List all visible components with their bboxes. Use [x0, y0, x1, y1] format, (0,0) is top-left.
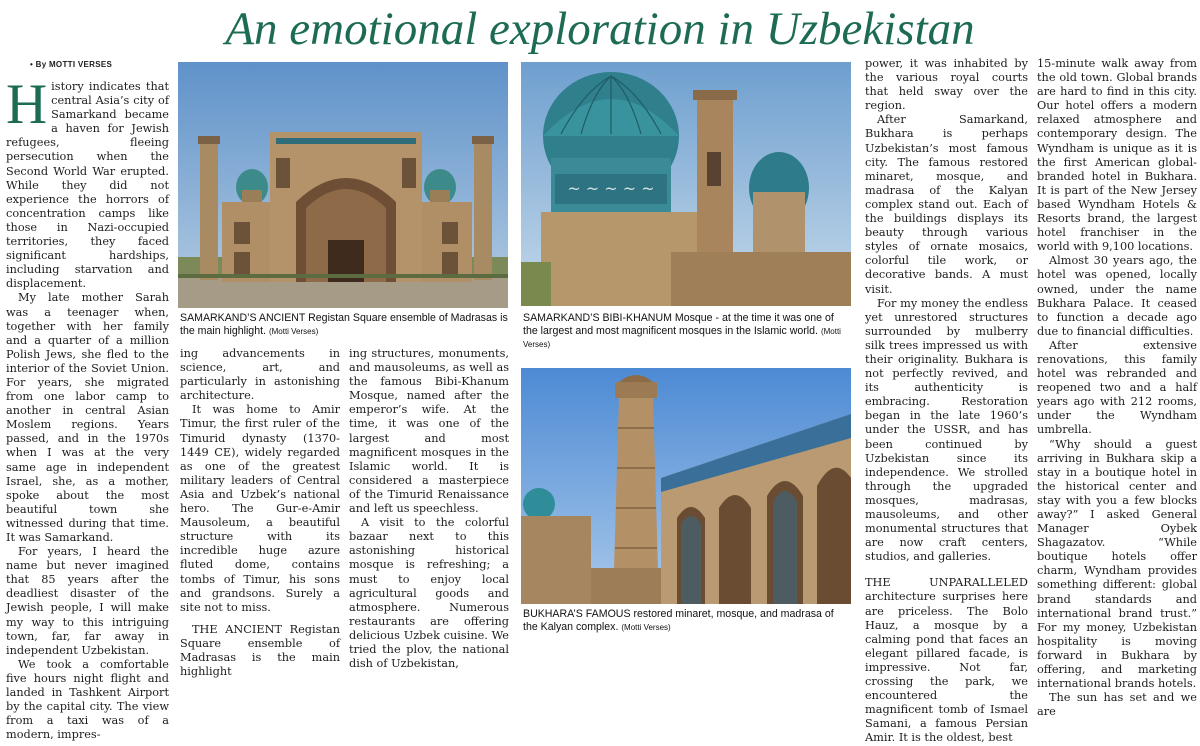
- paragraph: 15-minute walk away from the old town. Global brands are hard to find in this city. Our hotel offers a modern relaxed atmosphere and contemporary design. The Wyndham is unique as it is the first American global-branded hotel in Bukhara. It is part of the New Jersey based Wyndham Hotels & Resorts brand, the largest hotel franchiser in the world with 9,100 locations.: [1037, 57, 1197, 254]
- article-column-3: [349, 347, 509, 671]
- registan-caption: [180, 312, 508, 338]
- bukhara-caption: [523, 608, 851, 634]
- paragraph: Almost 30 years ago, the hotel was opened, locally owned, under the name Bukhara Palace. It ceased to function a decade ago due to financial difficulties.: [1037, 254, 1197, 338]
- article-column-2: [180, 347, 340, 679]
- photo-credit: (Motti Verses): [621, 623, 671, 632]
- paragraph: After extensive renovations, this family hotel was rebranded and reopened two and a half years ago with 212 rooms, under the Wyndham umbrella.: [1037, 338, 1197, 437]
- paragraph: After Samarkand, Bukhara is perhaps Uzbekistan’s most famous city. The famous restored minaret, mosque, and madrasa of the Kalyan complex stand out. Each of the buildings displays its beauty through various styles of ornate mosaics, colorful tile work, or decorative bands. A must visit.: [865, 113, 1028, 296]
- paragraph: For years, I heard the name but never imagined that 85 years after the deadliest disaster of the Jewish people, I will make my way to this intriguing town, far, far away in independent Uzbekistan.: [6, 545, 169, 657]
- paragraph: My late mother Sarah was a teenager when, together with her family and a quarter of a million Polish Jews, she fled to the interior of the Soviet Union. For years, she migrated from one labor camp to another in central Asian Moslem regions. Years passed, and in the 1970s when I was at the very same age in independent Israel, she, as a mother, spoke about the most beautiful town she witnessed during that time. It was Samarkand.: [6, 291, 169, 544]
- paragraph: We took a comfortable five hours night flight and landed in Tashkent Airport by the capital city. The view from a taxi was of a modern, impres-: [6, 657, 169, 742]
- byline: • By MOTTI VERSES: [30, 60, 113, 69]
- article-column-4: [865, 57, 1028, 745]
- registan-photo: [178, 62, 508, 308]
- caption-text: SAMARKAND’S BIBI-KHANUM Mosque - at the time it was one of the largest and most magnificent mosques in the Islamic world.: [523, 312, 834, 337]
- headline: An emotional exploration in Uzbekistan: [225, 3, 975, 55]
- caption-text: BUKHARA’S FAMOUS restored minaret, mosque, and madrasa of the Kalyan complex.: [523, 608, 834, 633]
- paragraph: THE UNPARALLELED architecture surprises here are priceless. The Bolo Hauz, a mosque by a calming pond that faces an elegant pillared facade, is impressive. Not far, crossing the park, we encountered the magnificent tomb of Ismael Samani, a famous Persian Amir. It is the oldest, best: [865, 576, 1028, 745]
- paragraph: THE ANCIENT Registan Square ensemble of Madrasas is the main highlight: [180, 622, 340, 679]
- paragraph: The sun has set and we are: [1037, 691, 1197, 719]
- paragraph: istory indicates that central Asia’s city of Samarkand became a haven for Jewish refugees, fleeing persecution when the Second World War erupted. While they did not experience the horrors of concentration camps like those in Nazi-occupied territories, they faced significant hardships, including starvation and displacement.: [6, 80, 169, 291]
- article-column-5: [1037, 57, 1197, 719]
- caption-text: SAMARKAND’S ANCIENT Registan Square ensemble of Madrasas is the main highlight.: [180, 312, 508, 337]
- paragraph: power, it was inhabited by the various royal courts that held sway over the region.: [865, 57, 1028, 113]
- bibi-khanum-photo: [521, 62, 851, 306]
- paragraph: A visit to the colorful bazaar next to this astonishing historical mosque is refreshing; a must to enjoy local agricultural goods and atmosphere. Numerous restaurants are offering delicious Uzbek cuisine. We tried the plov, the national dish of Uzbekistan,: [349, 516, 509, 671]
- paragraph: ing structures, monuments, and mausoleums, as well as the famous Bibi-Khanum Mosque, named after the emperor’s wife. At the time, it was one of the largest and most magnificent mosques in the Islamic world. It is considered a masterpiece of the Timurid Renaissance and left us speechless.: [349, 347, 509, 516]
- paragraph: ing advancements in science, art, and particularly in astonishing architecture.: [180, 347, 340, 403]
- paragraph: “Why should a guest arriving in Bukhara skip a stay in a boutique hotel in the historical center and stay with you a few blocks away?” I asked General Manager Oybek Shagazatov. “While boutique hotels offer charm, Wyndham provides something different: global brand standards and international brand trust.” For my money, Uzbekistan hospitality is moving forward in Bukhara by offering, and marketing international brands hotels.: [1037, 437, 1197, 691]
- paragraph: It was home to Amir Timur, the first ruler of the Timurid dynasty (1370-1449 CE), widely regarded as one of the greatest military leaders of Central Asia and Uzbek’s national hero. The Gur-e-Amir Mausoleum, a beautiful structure with its incredible huge azure fluted dome, contains tombs of Timur, his sons and grandsons. Surely a site not to miss.: [180, 403, 340, 614]
- photo-credit: (Motti Verses): [268, 327, 319, 336]
- svg-text:~ ~ ~ ~ ~: ~ ~ ~ ~ ~: [567, 179, 655, 198]
- bukhara-kalyan-photo: [521, 368, 851, 604]
- photo-credit: (Motti Verses): [523, 327, 841, 349]
- bibi-khanum-caption: [523, 312, 851, 351]
- drop-cap: H: [6, 73, 48, 136]
- paragraph: For my money the endless yet unrestored structures surrounded by mulberry silk trees impressed us with their originality. Bukhara is not perfectly revived, and its authenticity is embracing. Restoration began in the late 1960’s under the USSR, and has been continued by Uzbekistan since its independence. We strolled through the upgraded mosques, madrasas, mausoleums, and other monumental structures that are now craft centers, studios, and galleries.: [865, 296, 1028, 564]
- article-column-1: [6, 73, 169, 742]
